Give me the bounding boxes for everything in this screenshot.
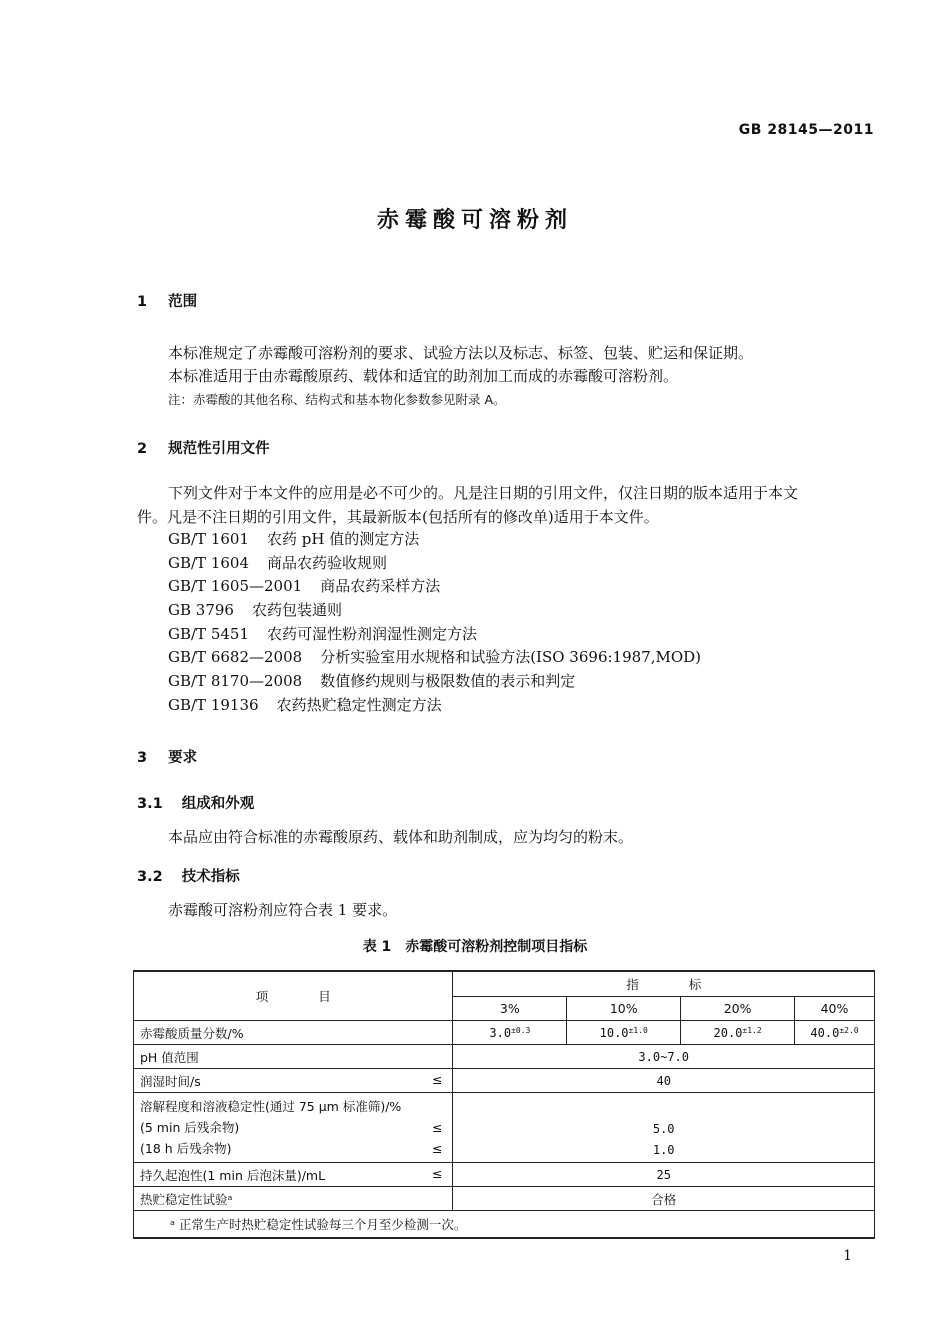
header-index: 指 标 bbox=[453, 971, 875, 996]
grade-20: 20% bbox=[681, 996, 795, 1021]
spec-table bbox=[133, 970, 875, 1239]
table-row bbox=[134, 1187, 875, 1211]
normative-references-list bbox=[168, 528, 701, 718]
section-2-title: 规范性引用文件 bbox=[168, 441, 270, 457]
wet-label: 润湿时间/s ≤ bbox=[134, 1069, 453, 1093]
table-row bbox=[134, 1045, 875, 1069]
section-3-number: 3 bbox=[137, 750, 148, 766]
section-1-note: 注：赤霉酸的其他名称、结构式和基本物化参数参见附录 A。 bbox=[168, 392, 506, 407]
table-footnote: ᵃ 正常生产时热贮稳定性试验每三个月至少检测一次。 bbox=[134, 1211, 875, 1239]
section-1-title: 范围 bbox=[168, 294, 198, 310]
section-3-2-number: 3.2 bbox=[137, 869, 163, 885]
dissolution-values: 5.0 1.0 bbox=[453, 1093, 875, 1163]
reference-item: GB 3796 农药包装通则 bbox=[168, 601, 342, 620]
reference-item: GB/T 1601 农药 pH 值的测定方法 bbox=[168, 530, 420, 548]
foam-label: 持久起泡性(1 min 后泡沫量)/mL ≤ bbox=[134, 1163, 453, 1187]
mass-fraction-label: 赤霉酸质量分数/% bbox=[134, 1021, 453, 1045]
section-2-intro-line-1: 下列文件对于本文件的应用是必不可少的。凡是注日期的引用文件，仅注日期的版本适用于本文 bbox=[168, 484, 799, 502]
mass-fraction-10: $10.0^{\pm 1.0}$ bbox=[567, 1021, 681, 1045]
heat-storage-value: 合格 bbox=[453, 1187, 875, 1211]
ph-label: pH 值范围 bbox=[134, 1045, 453, 1069]
ph-value: 3.0~7.0 bbox=[453, 1045, 875, 1069]
section-3-heading bbox=[137, 746, 197, 767]
section-3-1-number: 3.1 bbox=[137, 796, 163, 812]
section-2-intro-line-2: 件。凡是不注日期的引用文件，其最新版本(包括所有的修改单)适用于本文件。 bbox=[137, 508, 659, 526]
heat-storage-label: 热贮稳定性试验ᵃ bbox=[134, 1187, 453, 1211]
section-3-title: 要求 bbox=[168, 750, 198, 766]
section-3-2-heading bbox=[137, 865, 240, 886]
section-1-para-2: 本标准适用于由赤霉酸原药、载体和适宜的助剂加工而成的赤霉酸可溶粉剂。 bbox=[168, 367, 679, 385]
page-number: 1 bbox=[843, 1248, 852, 1264]
reference-item: GB/T 1605—2001 商品农药采样方法 bbox=[168, 577, 441, 596]
document-title: 赤霉酸可溶粉剂 bbox=[376, 208, 573, 233]
section-3-2-text: 赤霉酸可溶粉剂应符合表 1 要求。 bbox=[168, 901, 398, 919]
grade-40: 40% bbox=[795, 996, 875, 1021]
table-row bbox=[134, 971, 875, 996]
section-3-1-heading bbox=[137, 792, 254, 813]
section-1-heading bbox=[137, 290, 197, 311]
reference-item: GB/T 1604 商品农药验收规则 bbox=[168, 553, 388, 572]
table-row bbox=[134, 1021, 875, 1045]
dissolution-label: 溶解程度和溶液稳定性(通过 75 μm 标准筛)/% (5 min 后残余物) ≤ (18 h 后残余物) ≤ bbox=[134, 1093, 453, 1163]
reference-item: GB/T 19136 农药热贮稳定性测定方法 bbox=[168, 695, 442, 714]
section-2-number: 2 bbox=[137, 441, 148, 457]
section-2-heading bbox=[137, 437, 270, 458]
grade-10: 10% bbox=[567, 996, 681, 1021]
section-3-1-title: 组成和外观 bbox=[181, 796, 255, 812]
table-row bbox=[134, 1069, 875, 1093]
mass-fraction-20: $20.0^{\pm 1.2}$ bbox=[681, 1021, 795, 1045]
standard-number: GB 28145—2011 bbox=[738, 122, 874, 138]
wet-value: 40 bbox=[453, 1069, 875, 1093]
table-row bbox=[134, 1093, 875, 1163]
header-item: 项 目 bbox=[134, 971, 453, 1021]
table-caption: 表 1 赤霉酸可溶粉剂控制项目指标 bbox=[362, 939, 588, 955]
mass-fraction-3: $3.0^{\pm 0.3}$ bbox=[453, 1021, 567, 1045]
foam-value: 25 bbox=[453, 1163, 875, 1187]
reference-item: GB/T 5451 农药可湿性粉剂润湿性测定方法 bbox=[168, 624, 478, 643]
section-1-number: 1 bbox=[137, 294, 148, 310]
section-1-para-1: 本标准规定了赤霉酸可溶粉剂的要求、试验方法以及标志、标签、包装、贮运和保证期。 bbox=[168, 344, 754, 362]
grade-3: 3% bbox=[453, 996, 567, 1021]
section-3-1-text: 本品应由符合标准的赤霉酸原药、载体和助剂制成，应为均匀的粉末。 bbox=[168, 828, 634, 846]
reference-item: GB/T 6682—2008 分析实验室用水规格和试验方法(ISO 3696:1987,MOD) bbox=[168, 648, 702, 667]
mass-fraction-40: $40.0^{\pm 2.0}$ bbox=[795, 1021, 875, 1045]
reference-item: GB/T 8170—2008 数值修约规则与极限数值的表示和判定 bbox=[168, 672, 576, 691]
table-row bbox=[134, 1163, 875, 1187]
table-row bbox=[134, 1211, 875, 1239]
section-3-2-title: 技术指标 bbox=[181, 869, 240, 885]
